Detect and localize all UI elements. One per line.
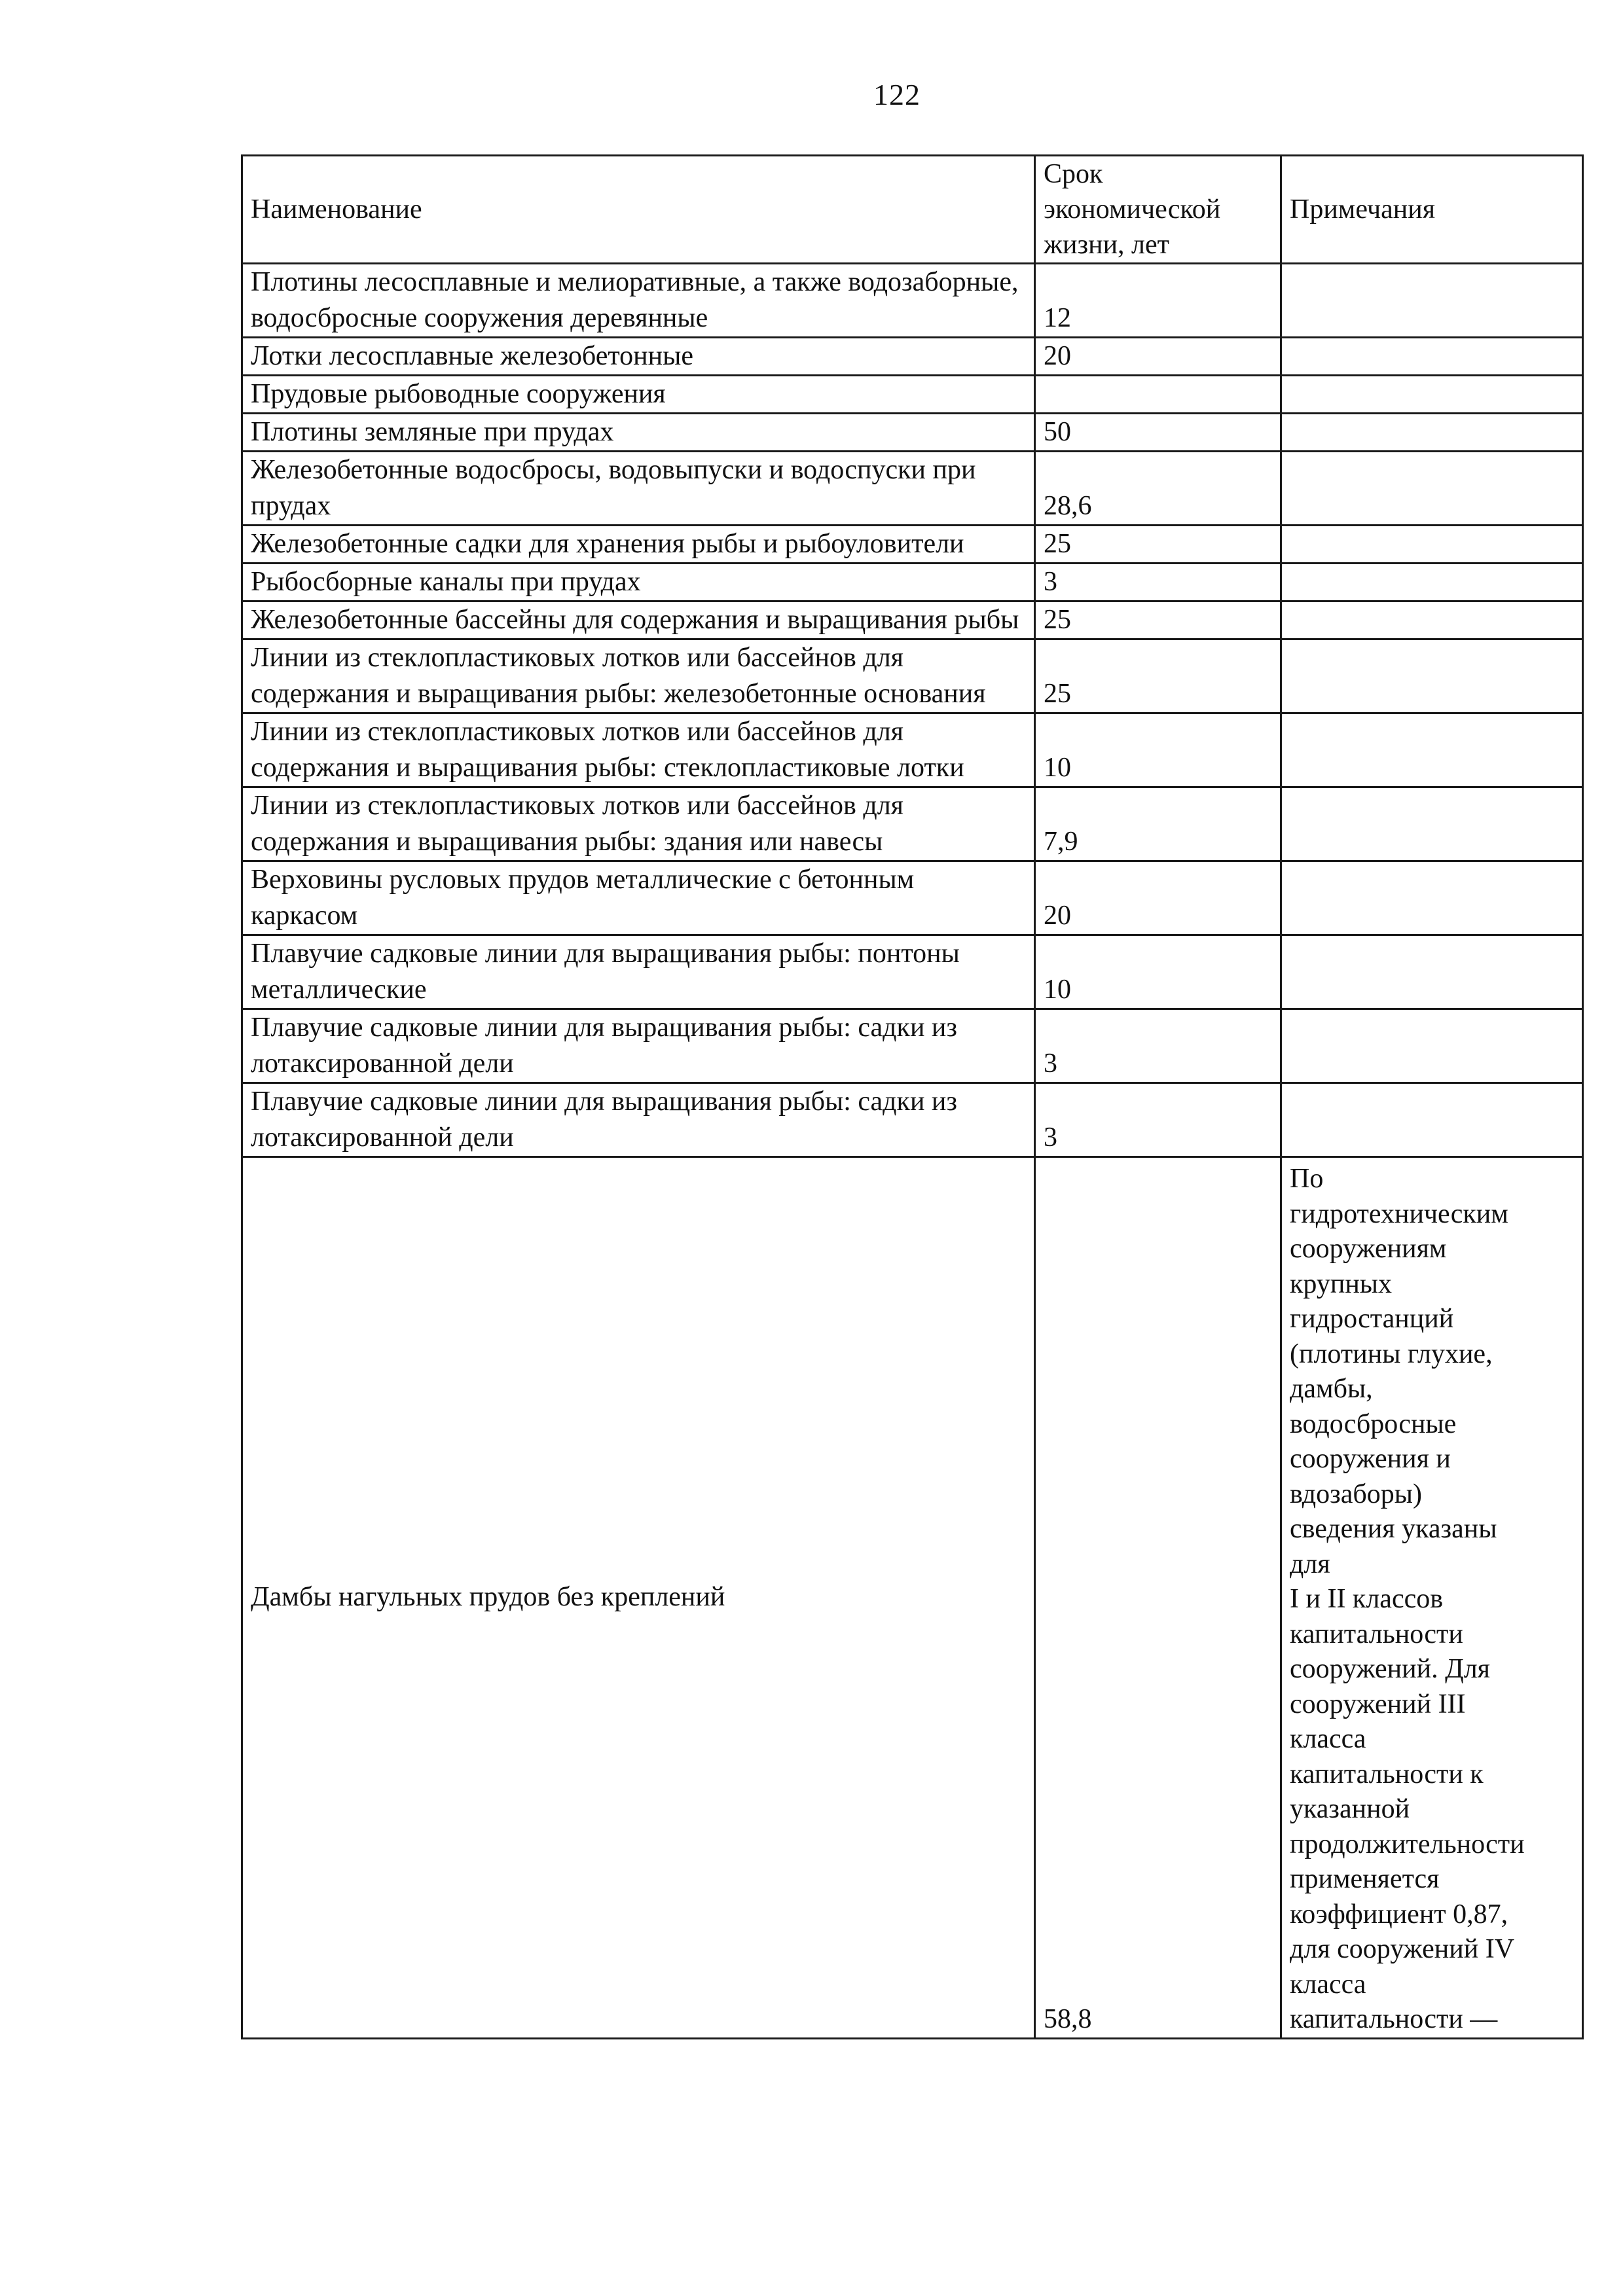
row-name: Плотины земляные при прудах [242, 414, 1035, 452]
row-notes: По гидротехническим сооружениям крупных гидростанций (плотины глухие, дамбы, водосбросные сооружения и вдозаборы) сведения указаны для I и II классов капитальности сооружений. Для сооружений III класса капитальности к указанной продолжительности применяется коэффициент 0,87, для сооружений IV класса капитальности — [1281, 1157, 1583, 2039]
row-term: 3 [1035, 1083, 1281, 1157]
row-term: 3 [1035, 1009, 1281, 1083]
table-row [242, 526, 1583, 564]
row-name: Железобетонные садки для хранения рыбы и рыбоуловители [242, 526, 1035, 564]
row-notes [1281, 564, 1583, 601]
table-header-row [242, 156, 1583, 264]
row-notes [1281, 601, 1583, 639]
row-term: 50 [1035, 414, 1281, 452]
row-name: Линии из стеклопластиковых лотков или бассейнов для содержания и выращивания рыбы: стеклопластиковые лотки [242, 713, 1035, 787]
table-row [242, 787, 1583, 861]
row-name: Линии из стеклопластиковых лотков или бассейнов для содержания и выращивания рыбы: железобетонные основания [242, 639, 1035, 713]
row-notes [1281, 1009, 1583, 1083]
row-term: 25 [1035, 639, 1281, 713]
row-notes [1281, 787, 1583, 861]
row-term: 25 [1035, 526, 1281, 564]
row-notes [1281, 639, 1583, 713]
table-row [242, 564, 1583, 601]
table-row [242, 264, 1583, 338]
header-notes: Примечания [1281, 156, 1583, 264]
row-name: Верховины русловых прудов металлические с бетонным каркасом [242, 861, 1035, 935]
row-term: 25 [1035, 601, 1281, 639]
row-notes [1281, 264, 1583, 338]
row-name: Плавучие садковые линии для выращивания рыбы: садки из лотаксированной дели [242, 1083, 1035, 1157]
row-term: 20 [1035, 861, 1281, 935]
row-name: Железобетонные бассейны для содержания и выращивания рыбы [242, 601, 1035, 639]
table-row [242, 639, 1583, 713]
row-term: 10 [1035, 935, 1281, 1009]
table-row [242, 414, 1583, 452]
row-name: Плавучие садковые линии для выращивания рыбы: садки из лотаксированной дели [242, 1009, 1035, 1083]
row-name: Линии из стеклопластиковых лотков или бассейнов для содержания и выращивания рыбы: здания или навесы [242, 787, 1035, 861]
row-term: 28,6 [1035, 452, 1281, 526]
row-notes [1281, 1083, 1583, 1157]
row-name: Прудовые рыбоводные сооружения [242, 376, 1035, 414]
row-name: Плавучие садковые линии для выращивания рыбы: понтоны металлические [242, 935, 1035, 1009]
header-name: Наименование [242, 156, 1035, 264]
row-name: Лотки лесосплавные железобетонные [242, 338, 1035, 376]
row-name: Дамбы нагульных прудов без креплений [242, 1157, 1035, 2039]
table-row [242, 452, 1583, 526]
table-row [242, 935, 1583, 1009]
row-term: 58,8 [1035, 1157, 1281, 2039]
table-row [242, 1009, 1583, 1083]
row-notes [1281, 526, 1583, 564]
row-term: 10 [1035, 713, 1281, 787]
row-notes [1281, 338, 1583, 376]
row-term: 7,9 [1035, 787, 1281, 861]
row-notes [1281, 376, 1583, 414]
table-row [242, 376, 1583, 414]
row-notes [1281, 713, 1583, 787]
table-row [242, 338, 1583, 376]
row-notes [1281, 935, 1583, 1009]
table-row [242, 1157, 1583, 2039]
economic-life-table [241, 154, 1584, 2039]
table-row [242, 713, 1583, 787]
row-name: Плотины лесосплавные и мелиоративные, а также водозаборные, водосбросные сооружения деревянные [242, 264, 1035, 338]
row-term [1035, 376, 1281, 414]
row-term: 20 [1035, 338, 1281, 376]
table-row [242, 601, 1583, 639]
row-name: Рыбосборные каналы при прудах [242, 564, 1035, 601]
row-notes [1281, 414, 1583, 452]
page-number: 122 [873, 78, 921, 111]
header-term: Срок экономической жизни, лет [1035, 156, 1281, 264]
table-row [242, 861, 1583, 935]
row-notes [1281, 861, 1583, 935]
row-notes [1281, 452, 1583, 526]
row-name: Железобетонные водосбросы, водовыпуски и водоспуски при прудах [242, 452, 1035, 526]
row-term: 3 [1035, 564, 1281, 601]
row-term: 12 [1035, 264, 1281, 338]
table-row [242, 1083, 1583, 1157]
